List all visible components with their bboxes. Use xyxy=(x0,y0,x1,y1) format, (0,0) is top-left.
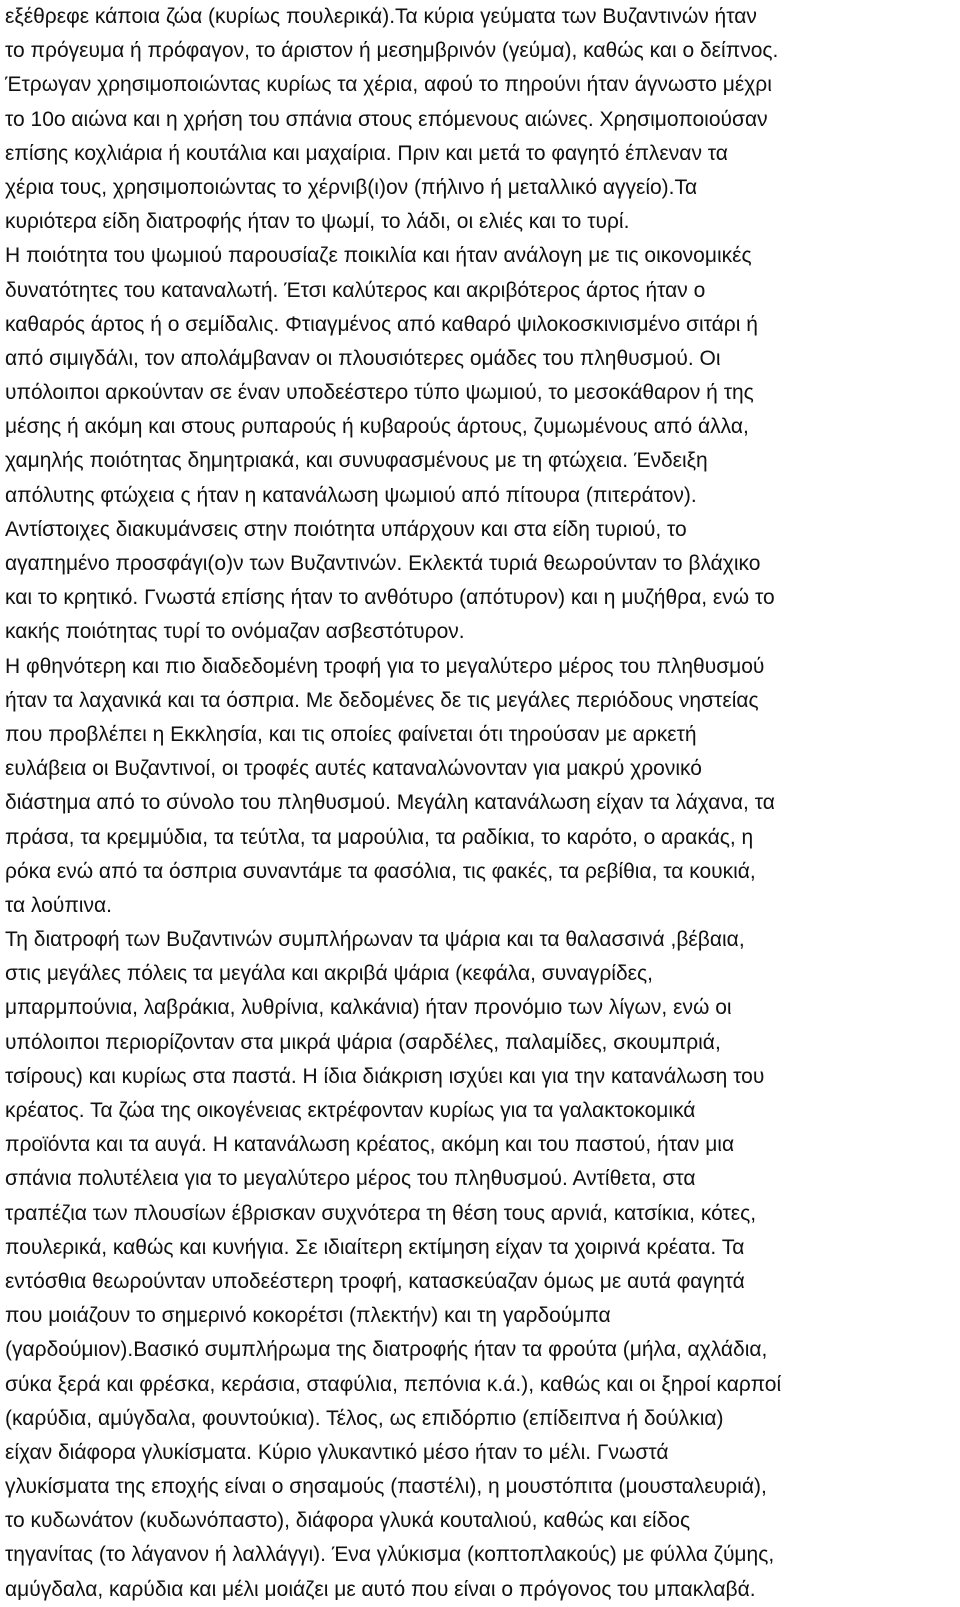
text-line: Αντίστοιχες διακυμάνσεις στην ποιότητα υπάρχουν και στα είδη τυριού, το xyxy=(5,517,687,541)
text-line: που προβλέπει η Εκκλησία, και τις οποίες φαίνεται ότι τηρούσαν με αρκετή xyxy=(5,722,697,746)
text-line: τα λούπινα. xyxy=(5,893,112,917)
text-line: αγαπημένο προσφάγι(ο)ν των Βυζαντινών. Εκλεκτά τυριά θεωρούνταν το βλάχικο xyxy=(5,552,761,575)
text-line: προϊόντα και τα αυγά. Η κατανάλωση κρέατος, ακόμη και του παστού, ήταν μια xyxy=(5,1133,735,1157)
text-line: από σιμιγδάλι, τον απολάμβαναν οι πλουσιότερες ομάδες του πληθυσμού. Οι xyxy=(5,346,721,370)
text-line: πράσα, τα κρεμμύδια, τα τεύτλα, τα μαρούλια, τα ραδίκια, το καρότο, ο αρακάς, η xyxy=(5,825,754,849)
text-line: σπάνια πολυτέλεια για το μεγαλύτερο μέρος του πληθυσμού. Αντίθετα, στα xyxy=(5,1167,696,1191)
text-line: χαμηλής ποιότητας δημητριακά, και συνυφασμένους με τη φτώχεια. Ένδειξη xyxy=(5,449,708,473)
text-line: που μοιάζουν το σημερινό κοκορέτσι (πλεκτήν) και τη γαρδούμπα xyxy=(5,1304,611,1328)
text-line: διάστημα από το σύνολο του πληθυσμού. Μεγάλη κατανάλωση είχαν τα λάχανα, τα xyxy=(5,791,775,815)
text-line: αμύγδαλα, καρύδια και μέλι μοιάζει με αυτό που είναι ο πρόγονος του μπακλαβά. xyxy=(5,1577,756,1601)
text-line: ήταν τα λαχανικά και τα όσπρια. Με δεδομένες δε τις μεγάλες περιόδους νηστείας xyxy=(5,688,759,712)
text-line: κρέατος. Τα ζώα της οικογένειας εκτρέφονταν κυρίως για τα γαλακτοκομικά xyxy=(5,1099,696,1122)
document-page xyxy=(5,0,955,1607)
text-line: εντόσθια θεωρούνταν υποδεέστερη τροφή, κατασκεύαζαν όμως με αυτά φαγητά xyxy=(5,1269,745,1293)
text-line: (γαρδούμιον).Βασικό συμπλήρωμα της διατροφής ήταν τα φρούτα (μήλα, αχλάδια, xyxy=(5,1338,768,1362)
text-line: Η φθηνότερη και πιο διαδεδομένη τροφή για το μεγαλύτερο μέρος του πληθυσμού xyxy=(5,654,765,678)
text-line: το κυδωνάτον (κυδωνόπαστο), διάφορα γλυκά κουταλιού, καθώς και είδος xyxy=(5,1509,691,1533)
text-line: Έτρωγαν χρησιμοποιώντας κυρίως τα χέρια, αφού το πηρούνι ήταν άγνωστο μέχρι xyxy=(5,73,772,97)
text-line: χέρια τους, χρησιμοποιώντας το χέρνιβ(ι)ον (πήλινο ή μεταλλικό αγγείο).Τα xyxy=(5,175,698,199)
text-line: στις μεγάλες πόλεις τα μεγάλα και ακριβά ψάρια (κεφάλα, συναγρίδες, xyxy=(5,962,653,986)
text-line: το πρόγευμα ή πρόφαγον, το άριστον ή μεσημβρινόν (γεύμα), καθώς και ο δείπνος. xyxy=(5,39,779,63)
text-line: τσίρους) και κυρίως στα παστά. Η ίδια διάκριση ισχύει και για την κατανάλωση του xyxy=(5,1064,765,1088)
text-line: πουλερικά, καθώς και κυνήγια. Σε ιδιαίτερη εκτίμηση είχαν τα χοιρινά κρέατα. Τα xyxy=(5,1235,745,1259)
text-line: μέσης ή ακόμη και στους ρυπαρούς ή κυβαρούς άρτους, ζυμωμένους από άλλα, xyxy=(5,415,749,439)
text-line: είχαν διάφορα γλυκίσματα. Κύριο γλυκαντικό μέσο ήταν το μέλι. Γνωστά xyxy=(5,1440,669,1464)
text-line: υπόλοιποι περιορίζονταν στα μικρά ψάρια (σαρδέλες, παλαμίδες, σκουμπριά, xyxy=(5,1030,721,1054)
text-line: το 10ο αιώνα και η χρήση του σπάνια στους επόμενους αιώνες. Χρησιμοποιούσαν xyxy=(5,107,768,131)
text-line: ευλάβεια οι Βυζαντινοί, οι τροφές αυτές καταναλώνονταν για μακρύ χρονικό xyxy=(5,757,702,781)
text-line: καθαρός άρτος ή ο σεμίδαλις. Φτιαγμένος από καθαρό ψιλοκοσκινισμένο σιτάρι ή xyxy=(5,312,758,336)
text-line: τηγανίτας (το λάγανον ή λαλλάγγι). Ένα γλύκισμα (κοπτοπλακούς) με φύλλα ζύμης, xyxy=(5,1543,775,1567)
text-line: εξέθρεφε κάποια ζώα (κυρίως πουλερικά).Τα κύρια γεύματα των Βυζαντινών ήταν xyxy=(5,5,757,28)
text-line: επίσης κοχλιάρια ή κουτάλια και μαχαίρια. Πριν και μετά το φαγητό έπλεναν τα xyxy=(5,141,728,165)
text-line: Τη διατροφή των Βυζαντινών συμπλήρωναν τα ψάρια και τα θαλασσινά ,βέβαια, xyxy=(5,928,745,952)
text-line: ρόκα ενώ από τα όσπρια συναντάμε τα φασόλια, τις φακές, τα ρεβίθια, τα κουκιά, xyxy=(5,859,756,883)
text-line: κακής ποιότητας τυρί το ονόμαζαν ασβεστότυρον. xyxy=(5,620,465,644)
text-line: και το κρητικό. Γνωστά επίσης ήταν το ανθότυρο (απότυρον) και η μυζήθρα, ενώ το xyxy=(5,586,775,610)
text-line: γλυκίσματα της εποχής είναι ο σησαμούς (παστέλι), η μουστόπιτα (μουσταλευριά), xyxy=(5,1475,767,1499)
text-line: υπόλοιποι αρκούνταν σε έναν υποδεέστερο τύπο ψωμιού, το μεσοκάθαρον ή της xyxy=(5,381,754,405)
text-line: Η ποιότητα του ψωμιού παρουσίαζε ποικιλία και ήταν ανάλογη με τις οικονομικές xyxy=(5,244,752,268)
text-line: απόλυτης φτώχεια ς ήταν η κατανάλωση ψωμιού από πίτουρα (πιτεράτον). xyxy=(5,483,697,507)
text-line: σύκα ξερά και φρέσκα, κεράσια, σταφύλια, πεπόνια κ.ά.), καθώς και οι ξηροί καρποί xyxy=(5,1372,782,1396)
text-line: κυριότερα είδη διατροφής ήταν το ψωμί, το λάδι, οι ελιές και το τυρί. xyxy=(5,210,630,234)
text-line: (καρύδια, αμύγδαλα, φουντούκια). Τέλος, ως επιδόρπιο (επίδειπνα ή δούλκια) xyxy=(5,1406,724,1430)
text-line: μπαρμπούνια, λαβράκια, λυθρίνια, καλκάνια) ήταν προνόμιο των λίγων, ενώ οι xyxy=(5,996,732,1020)
text-line: τραπέζια των πλουσίων έβρισκαν συχνότερα τη θέση τους αρνιά, κατσίκια, κότες, xyxy=(5,1201,757,1225)
text-line: δυνατότητες του καταναλωτή. Έτσι καλύτερος και ακριβότερος άρτος ήταν ο xyxy=(5,278,706,302)
